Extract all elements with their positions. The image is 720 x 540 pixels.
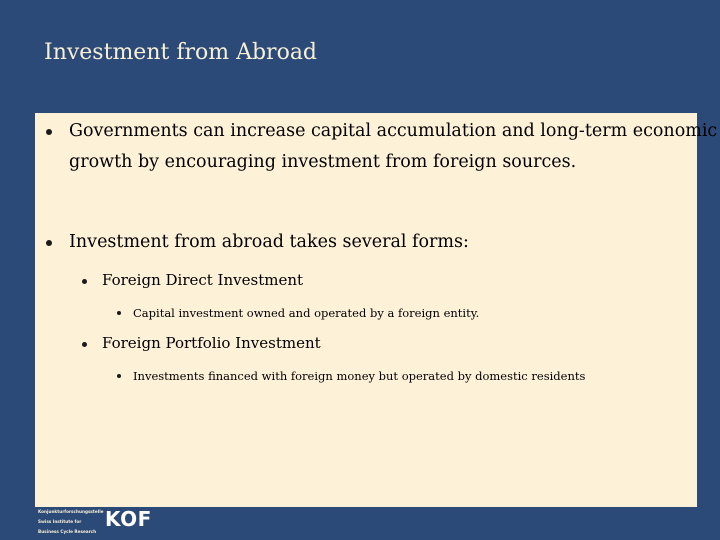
content-panel: [35, 113, 718, 507]
bullet-2-line-1: Investment from abroad takes several forms:: [69, 232, 469, 252]
bullet-dot: [46, 240, 52, 246]
bullet-1-line-2: growth by encouraging investment from foreign sources.: [69, 152, 577, 172]
sub-bullet-2-label: Foreign Portfolio Investment: [102, 334, 321, 352]
org-name-line-3: Business Cycle Research: [38, 529, 97, 534]
bullet-1-line-1: Governments can increase capital accumulation and long-term economic: [69, 121, 718, 141]
slide-title: Investment from Abroad: [44, 40, 318, 65]
org-name-line-2: Swiss Institute for: [38, 519, 82, 524]
sub-sub-bullet-dot: [117, 374, 121, 378]
sub-bullet-2-detail: Investments financed with foreign money but operated by domestic residents: [133, 369, 586, 383]
org-name-line-1: Konjunkturforschungsstelle: [38, 509, 104, 514]
bullet-dot: [46, 129, 52, 135]
sub-bullet-dot: [82, 279, 87, 284]
kof-logo: KOF: [105, 507, 152, 531]
org-name: [38, 507, 103, 537]
sub-sub-bullet-dot: [117, 311, 121, 315]
sub-bullet-1-label: Foreign Direct Investment: [102, 271, 304, 289]
sub-bullet-dot: [82, 342, 87, 347]
footer-logo: [36, 505, 176, 537]
sub-bullet-1-detail: Capital investment owned and operated by a foreign entity.: [133, 306, 480, 320]
